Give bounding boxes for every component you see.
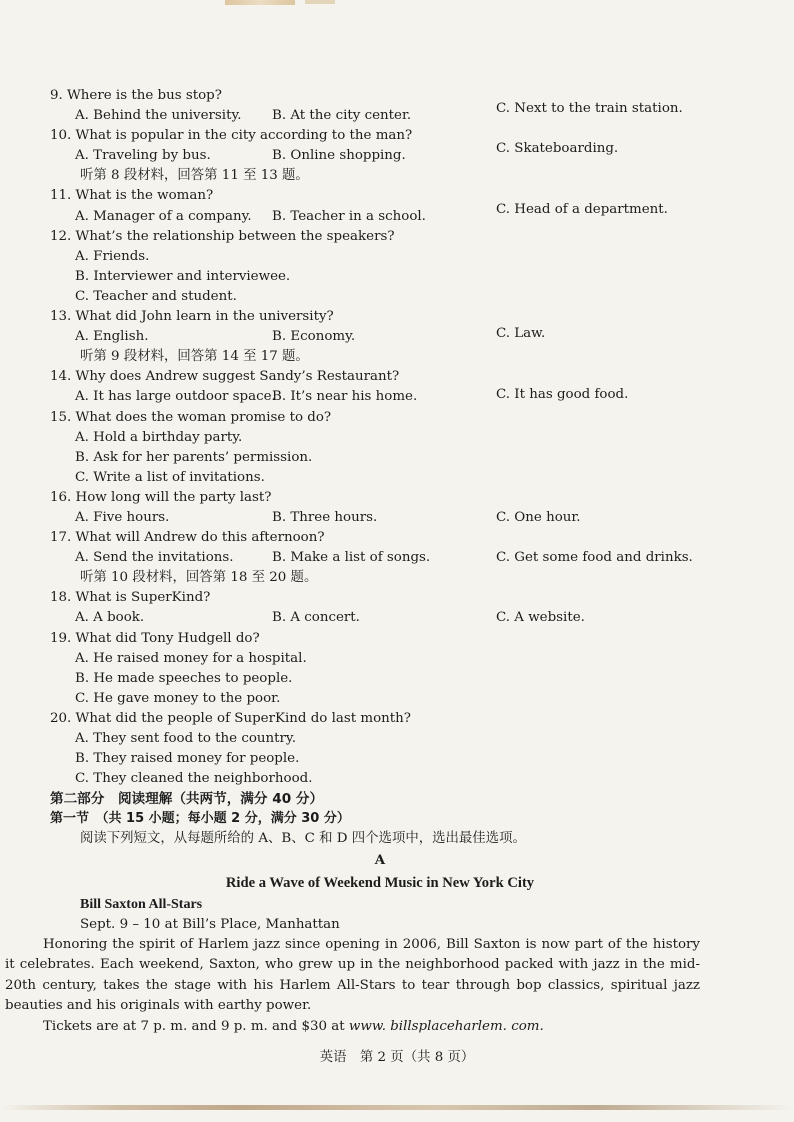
option-a: A. Hold a birthday party. <box>75 429 243 445</box>
option-c: C. Head of a department. <box>496 201 668 217</box>
passage-title: Ride a Wave of Weekend Music in New York City <box>225 874 535 891</box>
scan-mark-bottom <box>0 1105 794 1110</box>
option-a: A. Send the invitations. <box>75 550 234 566</box>
question-18: 18. What is SuperKind? <box>50 590 211 606</box>
part-two-heading: 第二部分 阅读理解（共两节，满分 40 分） <box>50 791 324 808</box>
page-footer: 英语 第 2 页（共 8 页） <box>319 1050 475 1065</box>
question-19: 19. What did Tony Hudgell do? <box>50 630 260 646</box>
option-c: C. Law. <box>496 326 546 342</box>
question-14: 14. Why does Andrew suggest Sandy’s Restaurant? <box>50 369 400 385</box>
option-a: A. A book. <box>75 610 145 626</box>
question-17: 17. What will Andrew do this afternoon? <box>50 530 325 546</box>
option-c: C. One hour. <box>496 509 581 525</box>
question-13-options <box>50 327 710 347</box>
question-12: 12. What’s the relationship between the speakers? <box>50 228 395 244</box>
option-c: C. They cleaned the neighborhood. <box>75 771 313 787</box>
option-b: B. Online shopping. <box>272 148 406 164</box>
instruction-section-10: 听第 10 段材料，回答第 18 至 20 题。 <box>80 570 318 586</box>
option-a: A. It has large outdoor space. <box>75 389 276 405</box>
option-b: B. Make a list of songs. <box>272 550 431 566</box>
option-a: A. Friends. <box>75 248 150 264</box>
option-c: C. Teacher and student. <box>75 288 237 304</box>
option-b: B. A concert. <box>272 610 360 626</box>
instruction-section-8: 听第 8 段材料，回答第 11 至 13 题。 <box>80 168 309 184</box>
option-a: A. Five hours. <box>75 509 170 525</box>
question-9-options <box>50 101 710 126</box>
question-20: 20. What did the people of SuperKind do last month? <box>50 710 411 726</box>
option-c: C. A website. <box>496 610 585 626</box>
question-11-options <box>50 201 710 227</box>
instruction-section-9: 听第 9 段材料，回答第 14 至 17 题。 <box>80 349 309 365</box>
option-b: B. They raised money for people. <box>75 751 300 767</box>
option-a: A. English. <box>75 329 149 345</box>
option-c: C. Next to the train station. <box>496 101 683 117</box>
reading-instruction: 阅读下列短文，从每题所给的 A、B、C 和 D 四个选项中，选出最佳选项。 <box>80 831 526 847</box>
page-content <box>5 86 710 1037</box>
option-c: C. Get some food and drinks. <box>496 550 693 566</box>
option-b: B. Ask for her parents’ permission. <box>75 449 313 465</box>
website-link[interactable]: www. billsplaceharlem. com. <box>348 1018 544 1034</box>
scan-mark-top <box>225 0 295 5</box>
option-c: C. It has good food. <box>496 387 629 403</box>
question-9: 9. Where is the bus stop? <box>50 88 222 103</box>
question-15: 15. What does the woman promise to do? <box>50 409 332 425</box>
option-b: B. He made speeches to people. <box>75 670 293 686</box>
question-16-options <box>50 508 710 528</box>
passage-label: A <box>374 851 386 868</box>
option-b: B. Interviewer and interviewee. <box>75 268 291 284</box>
option-b: B. It’s near his home. <box>272 389 418 405</box>
item-title: Bill Saxton All-Stars <box>80 896 203 912</box>
option-b: B. At the city center. <box>272 108 412 124</box>
question-14-options <box>50 387 710 407</box>
question-13: 13. What did John learn in the university? <box>50 309 334 325</box>
option-a: A. Traveling by bus. <box>75 148 211 164</box>
item-date: Sept. 9 – 10 at Bill’s Place, Manhattan <box>80 916 340 932</box>
question-10-options <box>50 141 710 166</box>
question-11: 11. What is the woman? <box>50 188 214 204</box>
option-b: B. Teacher in a school. <box>272 208 426 224</box>
option-a: A. Manager of a company. <box>75 208 252 224</box>
scan-mark-top-2 <box>305 0 335 4</box>
option-a: A. They sent food to the country. <box>75 731 296 746</box>
option-a: A. He raised money for a hospital. <box>75 650 307 666</box>
option-b: B. Three hours. <box>272 509 378 525</box>
option-c: C. Write a list of invitations. <box>75 469 265 485</box>
question-18-options <box>50 608 710 628</box>
tickets-line: Tickets are at 7 p. m. and 9 p. m. and $30 at www. billsplaceharlem. com. <box>43 1018 544 1034</box>
question-17-options <box>50 548 710 568</box>
item-description: Honoring the spirit of Harlem jazz since opening in 2006, Bill Saxton is now part of the history it celebrates. Each weekend, Saxton, who grew up in the neighborhood packed with jazz in the mid-20th century, takes the stage with his Harlem All-Stars to tear through bop classics, spiritual jazz beauties and his originals with earthy power. <box>5 936 700 1014</box>
option-c: C. He gave money to the poor. <box>75 690 281 706</box>
option-a: A. Behind the university. <box>75 108 242 124</box>
question-16: 16. How long will the party last? <box>50 489 272 505</box>
question-10: 10. What is popular in the city according to the man? <box>50 128 413 144</box>
option-c: C. Skateboarding. <box>496 141 619 157</box>
section-one-heading: 第一节 （共 15 小题；每小题 2 分，满分 30 分） <box>50 811 350 827</box>
option-b: B. Economy. <box>272 329 356 345</box>
